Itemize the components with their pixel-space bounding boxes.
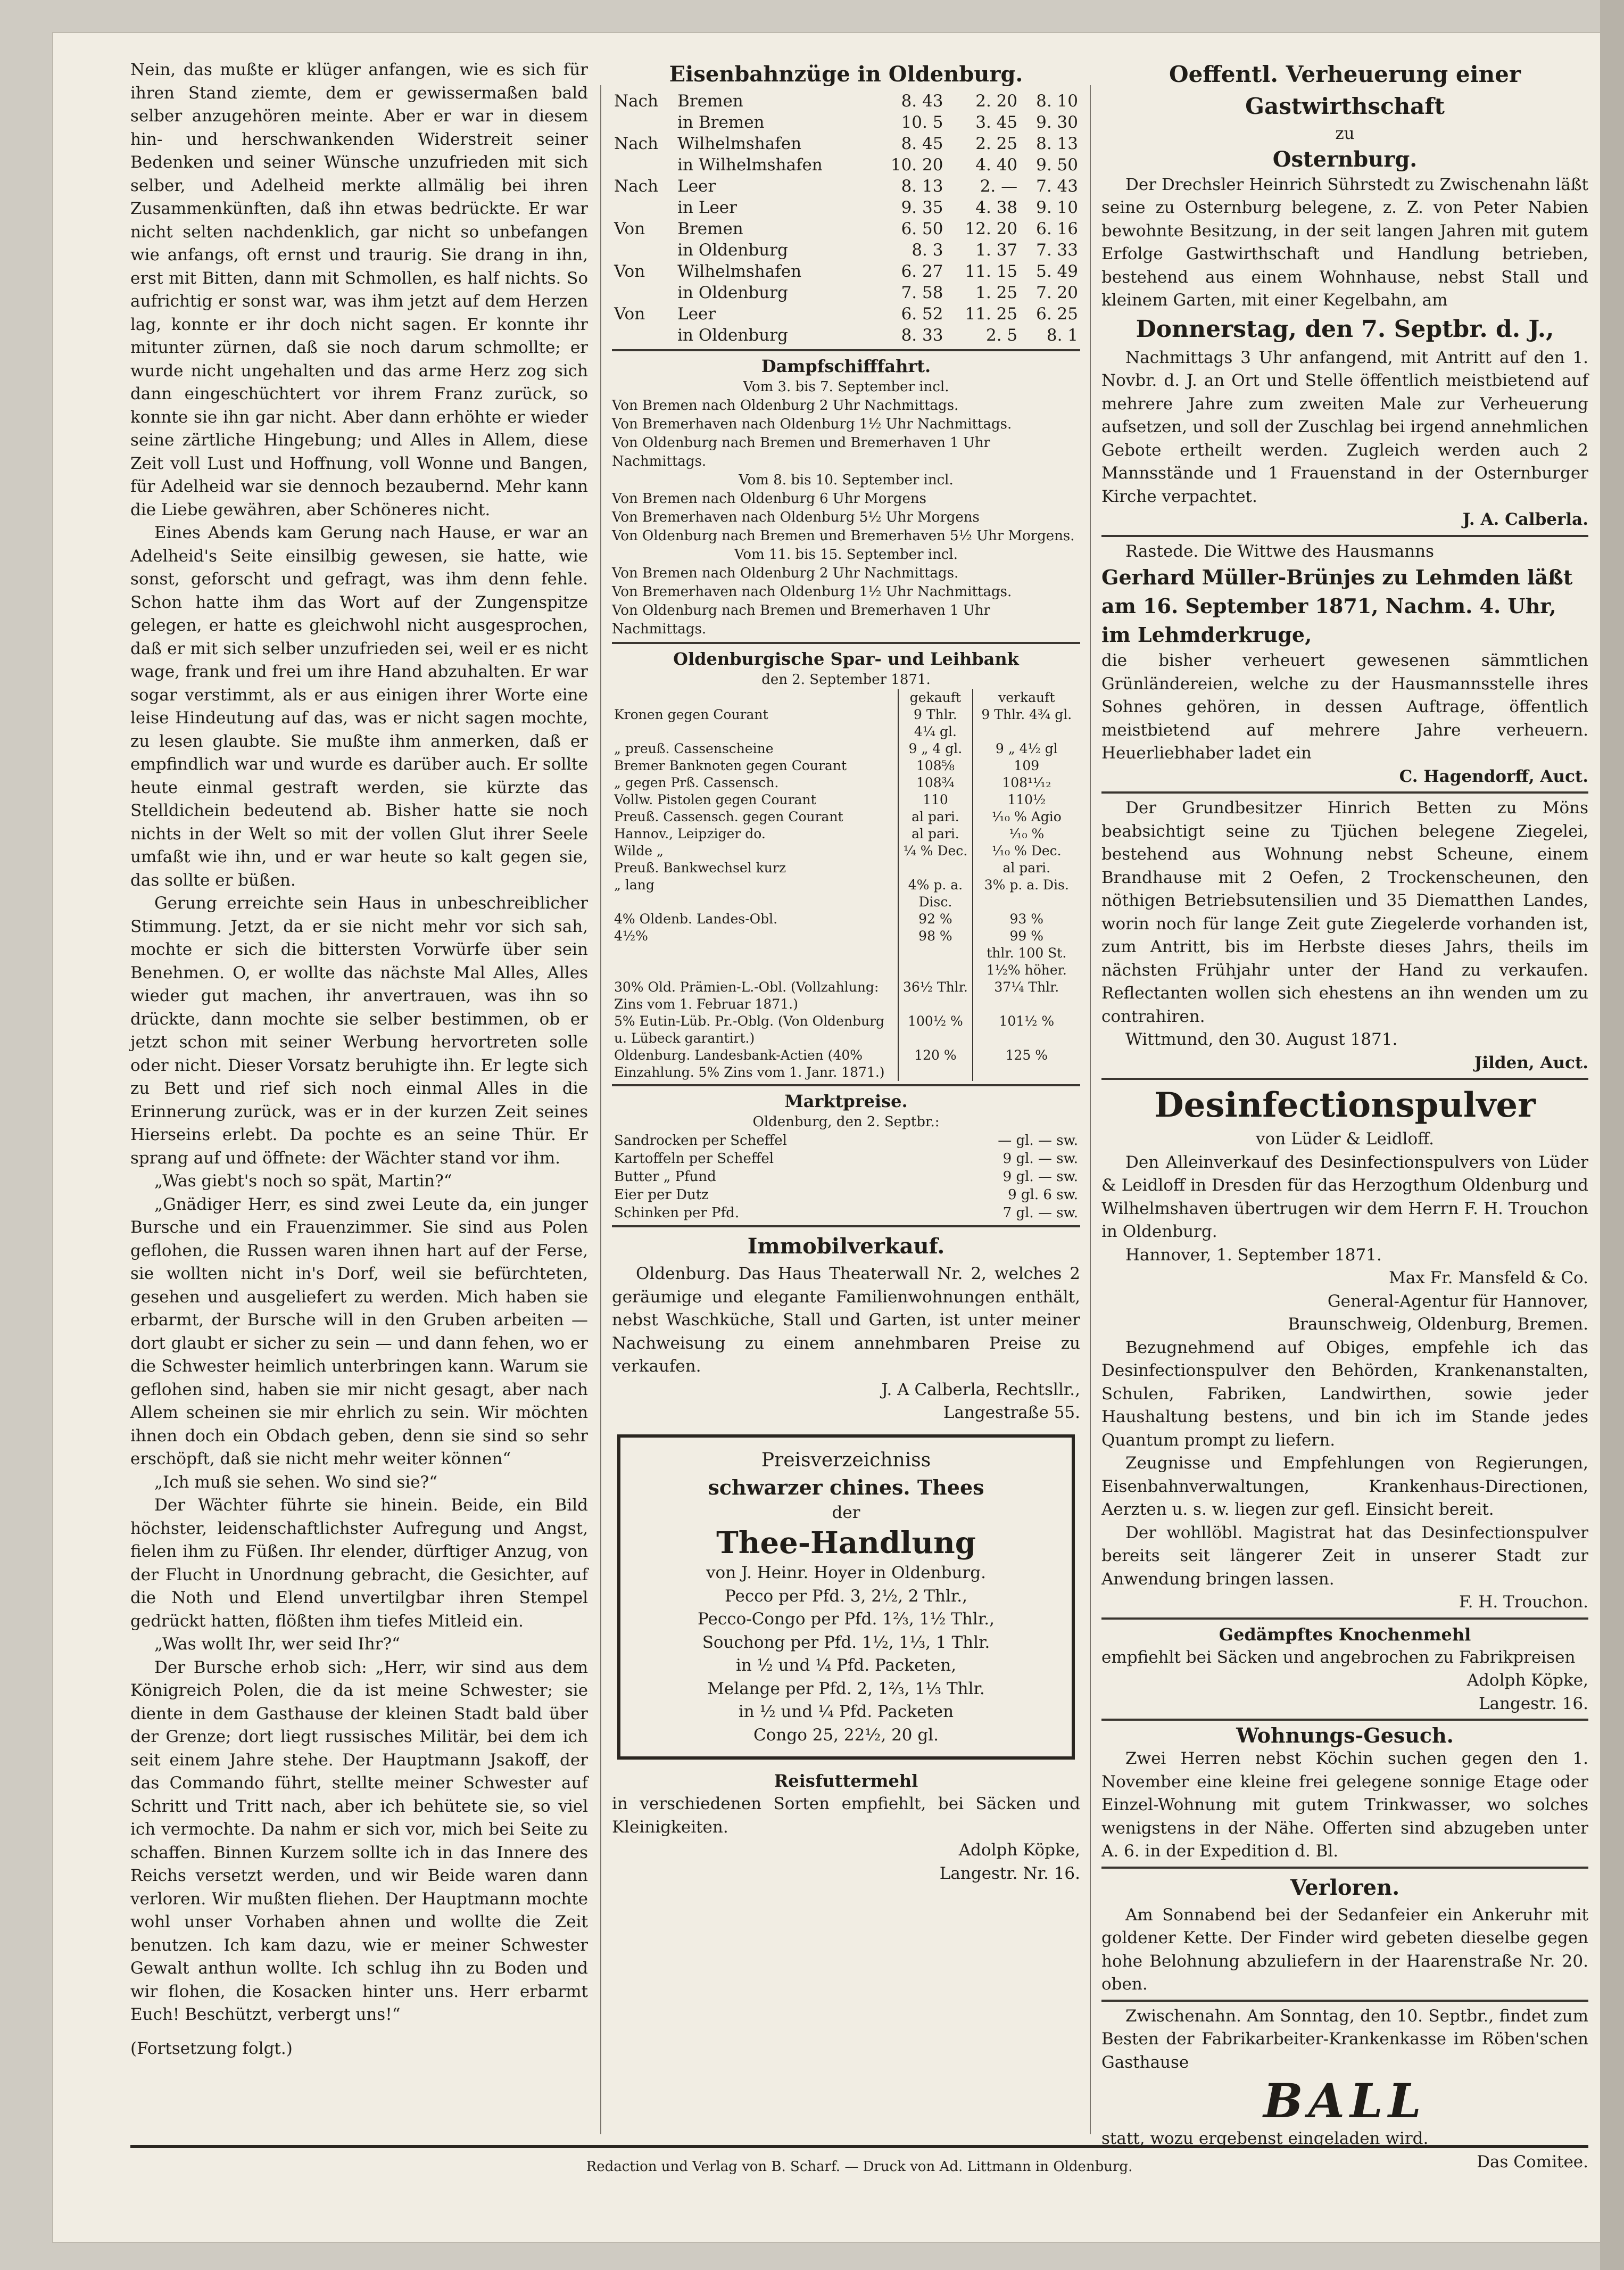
train-cell: 7. 43 <box>1036 177 1078 196</box>
bank-cell: 4% Oldenb. Landes-Obl. <box>614 911 778 927</box>
story-paragraph: „Was wollt Ihr, wer seid Ihr?“ <box>154 1635 400 1654</box>
train-cell: in Bremen <box>677 113 765 132</box>
desinfection-text: Der wohllöbl. Magistrat hat das Desinfectionspulver bereits seit längerer Zeit in unserer Stadt zur Anwendung bringen lassen. <box>1101 1523 1588 1589</box>
tea-price-line: Congo 25, 22½, 20 gl. <box>753 1725 939 1745</box>
train-cell: 9. 35 <box>901 198 943 217</box>
immobil-text: Oldenburg. Das Haus Theaterwall Nr. 2, welches 2 geräumige und elegante Familienwohnungen enthält, nebst Waschküche, Stall und Garten, ist unter meiner Nachweisung zu einem annehmbaren Preise zu verkaufen. <box>612 1264 1080 1376</box>
train-cell: 10. 5 <box>901 113 943 132</box>
bank-cell: 110 <box>898 791 972 808</box>
market-row <box>612 1186 1080 1204</box>
bank-cell: 108⅝ <box>898 757 972 774</box>
desinfection-subtitle: von Lüder & Leidloff. <box>1256 1129 1434 1149</box>
steamer-line: Von Bremerhaven nach Oldenburg 1½ Uhr Nachmittags. <box>612 584 1012 600</box>
knochenmehl-title: Gedämpftes Knochenmehl <box>1219 1624 1471 1645</box>
train-cell: in Oldenburg <box>677 326 788 345</box>
bank-cell: al pari. <box>898 826 972 843</box>
steamer-line: Von Oldenburg nach Bremen und Bremerhaven 1 Uhr Nachmittags. <box>612 435 990 469</box>
train-cell: Wilhelmshafen <box>677 262 802 281</box>
bank-cell: 100½ % <box>898 1013 972 1047</box>
tea-price-line: Souchong per Pfd. 1½, 1⅓, 1 Thlr. <box>702 1632 990 1652</box>
market-cell: 9 gl. — sw. <box>1002 1169 1078 1185</box>
verheuerung-zu: zu <box>1335 124 1355 143</box>
train-row <box>612 176 1080 197</box>
bank-cell: 9 „ 4 gl. <box>898 740 972 757</box>
bank-row <box>612 774 1080 791</box>
tea-price-line: in ½ und ¼ Pfd. Packeten <box>738 1702 954 1721</box>
train-row <box>612 240 1080 261</box>
train-cell: 11. 25 <box>965 304 1018 324</box>
train-cell: Nach <box>614 92 658 111</box>
train-cell <box>612 154 675 176</box>
market-row <box>612 1204 1080 1222</box>
rastede-text: Rastede. Die Wittwe des Hausmanns <box>1125 541 1435 561</box>
train-cell: 1. 37 <box>975 241 1018 260</box>
train-cell: in Oldenburg <box>677 283 788 302</box>
tea-price-line: in ½ und ¼ Pfd. Packeten, <box>735 1656 957 1675</box>
desinfection-text: Bezugnehmend auf Obiges, empfehle ich das Desinfectionspulver den Behörden, Krankenanstalten, Schulen, Fabriken, Landwirthen, sowie jeder Haushaltung bestens, und bin ich im Stande jedes Quantum prompt zu liefern. <box>1101 1338 1588 1450</box>
market-cell: — gl. — sw. <box>998 1133 1078 1149</box>
bank-cell: ¹⁄₁₀ % Dec. <box>973 843 1080 860</box>
verloren-text: Am Sonnabend bei der Sedanfeier ein Ankeruhr mit goldener Kette. Der Finder wird gebeten dieselbe gegen hohe Belohnung abzuliefern in der Haarenstraße Nr. 20. oben. <box>1101 1905 1588 1994</box>
bank-cell <box>898 945 972 979</box>
train-cell: Wilhelmshafen <box>677 134 802 153</box>
story-paragraph: Der Wächter führte sie hinein. Beide, ein Bild höchster, leidenschaftlichster Aufregung und Angst, fielen ihm zu Füßen. Ihr elender, dürftiger Anzug, von der Flucht in Unordnung gebracht, die Gesichter, auf die Noth und Elend unvertilgbar ihren Stempel gedrückt hatten, flößten ihm tiefes Mitleid ein. <box>130 1496 588 1631</box>
desinfection-date: Hannover, 1. September 1871. <box>1125 1245 1382 1265</box>
footer-rule <box>130 2145 1588 2148</box>
verheuerung-text: Nachmittags 3 Uhr anfangend, mit Antritt auf den 1. Novbr. d. J. an Ort und Stelle öffentlich meistbietend auf mehrere Jahre zum zweiten Male zur Verheuerung aufsetzen, und soll der Zuschlag bei irgend annehmlichen Gebote ertheilt werden. Zugleich werden auch 2 Mannsstände und 1 Frauenstand in der Osternburger Kirche verpachtet. <box>1101 348 1588 506</box>
bank-cell: 30% Old. Prämien-L.-Obl. (Vollzahlung: Zins vom 1. Februar 1871.) <box>614 979 879 1012</box>
bank-cell: Preuß. Cassensch. gegen Courant <box>614 809 843 824</box>
knochenmehl-text: empfiehlt bei Säcken und angebrochen zu Fabrikpreisen <box>1101 1647 1576 1667</box>
serial-story-column <box>130 59 588 2060</box>
bank-row <box>612 877 1080 911</box>
market-cell: Sandrocken per Scheffel <box>614 1133 787 1149</box>
continued-note: (Fortsetzung folgt.) <box>130 2038 293 2058</box>
tea-owner: von J. Heinr. Hoyer in Oldenburg. <box>706 1563 986 1582</box>
immobil-address: Langestraße 55. <box>943 1403 1080 1422</box>
train-cell: in Leer <box>677 198 737 217</box>
trains-title: Eisenbahnzüge in Oldenburg. <box>669 62 1023 87</box>
steamer-title: Dampfschifffahrt. <box>761 356 931 376</box>
desinfection-firm: Max Fr. Mansfeld & Co. <box>1389 1268 1588 1287</box>
column-rule-left <box>600 85 601 2134</box>
train-row <box>612 197 1080 218</box>
divider <box>612 1225 1080 1227</box>
bank-cell: 37¼ Thlr. <box>973 979 1080 1013</box>
divider <box>1101 535 1588 537</box>
train-cell: Nach <box>614 134 658 153</box>
bank-cell: ¼ % Dec. <box>898 843 972 860</box>
bank-cell: 92 % <box>898 911 972 928</box>
middle-column <box>612 59 1080 1885</box>
tea-price-list-box <box>617 1434 1075 1760</box>
bank-title: Oldenburgische Spar- und Leihbank <box>673 649 1019 669</box>
train-cell: 9. 10 <box>1036 198 1078 217</box>
train-cell: 6. 16 <box>1036 219 1078 238</box>
tea-price-line: Melange per Pfd. 2, 1⅔, 1⅓ Thlr. <box>707 1679 985 1698</box>
tea-heading: Preisverzeichniss <box>761 1449 931 1471</box>
train-cell: Bremen <box>677 219 743 238</box>
bank-row <box>612 928 1080 945</box>
bank-cell: 98 % <box>898 928 972 945</box>
ziegelei-signature: Jilden, Auct. <box>1474 1053 1588 1072</box>
trains-table <box>612 90 1080 346</box>
bank-row <box>612 1013 1080 1047</box>
rastede-name: Gerhard Müller-Brünjes zu Lehmden läßt <box>1101 565 1573 589</box>
train-cell: 6. 27 <box>901 262 943 281</box>
tea-price-line: Pecco per Pfd. 3, 2½, 2 Thlr., <box>725 1586 967 1606</box>
market-title: Marktpreise. <box>784 1091 908 1111</box>
bank-row <box>612 843 1080 860</box>
market-cell: 9 gl. — sw. <box>1002 1151 1078 1167</box>
train-row <box>612 325 1080 346</box>
ball-signature: Das Comitee. <box>1477 2152 1588 2172</box>
market-cell: Kartoffeln per Scheffel <box>614 1151 774 1167</box>
bank-cell: al pari. <box>898 808 972 826</box>
column-rule-right <box>1090 85 1091 2134</box>
bank-cell: ¹⁄₁₀ % <box>973 826 1080 843</box>
divider <box>1101 1867 1588 1869</box>
market-row <box>612 1168 1080 1186</box>
market-cell: 7 gl. — sw. <box>1002 1205 1078 1221</box>
divider <box>1101 1719 1588 1721</box>
bank-cell: 108¹¹⁄₁₂ <box>973 774 1080 791</box>
train-row <box>612 303 1080 325</box>
steamer-line: Von Bremerhaven nach Oldenburg 5½ Uhr Morgens <box>612 509 980 525</box>
desinfection-text: Zeugnisse und Empfehlungen von Regierungen, Eisenbahnverwaltungen, Krankenhaus-Directionen, Aerzten u. s. w. liegen zur gefl. Einsicht bereit. <box>1101 1454 1588 1519</box>
bank-cell: 5% Eutin-Lüb. Pr.-Oblg. (Von Oldenburg u. Lübeck garantirt.) <box>614 1013 885 1046</box>
ball-word: BALL <box>1263 2073 1427 2128</box>
verheuerung-text: Der Drechsler Heinrich Sührstedt zu Zwischenahn läßt seine zu Osternburg belegene, z. Z. von Peter Nabien bewohnte Besitzung, in der seit langen Jahren mit gutem Erfolge Gastwirthschaft und Handlung betrieben, bestehend aus einem Wohnhause, nebst Stall und kleinem Garten, mit einer Kegelbahn, am <box>1101 175 1588 310</box>
advertisements-column <box>1101 59 1588 2174</box>
story-paragraph: „Was giebt's noch so spät, Martin?“ <box>154 1171 452 1191</box>
verheuerung-date: Donnerstag, den 7. Septbr. d. J., <box>1136 315 1554 343</box>
train-cell: 2. 5 <box>985 326 1018 345</box>
tea-items <box>634 1585 1058 1747</box>
train-row <box>612 154 1080 176</box>
train-cell: 2. 25 <box>975 134 1018 153</box>
bank-cell: Vollw. Pistolen gegen Courant <box>614 792 816 807</box>
bank-cell: al pari. <box>973 860 1080 877</box>
tea-shop-name: Thee-Handlung <box>716 1525 976 1561</box>
bank-cell: 4½% <box>614 928 648 944</box>
desinfection-text: Den Alleinverkauf des Desinfectionspulvers von Lüder & Leidloff in Dresden für das Herzogthum Oldenburg und Wilhelmshaven übertrugen wir dem Herrn F. H. Trouchon in Oldenburg. <box>1101 1152 1588 1241</box>
desinfection-title: Desinfectionspulver <box>1154 1085 1536 1125</box>
market-date: Oldenburg, den 2. Septbr.: <box>752 1114 940 1130</box>
bank-row <box>612 757 1080 774</box>
train-row <box>612 112 1080 133</box>
bank-head-bought: gekauft <box>898 689 972 706</box>
train-cell: 10. 20 <box>890 155 943 175</box>
bank-cell: 110½ <box>973 791 1080 808</box>
divider <box>612 1084 1080 1086</box>
train-cell: Von <box>614 304 645 324</box>
train-row <box>612 282 1080 303</box>
knochenmehl-address: Langestr. 16. <box>1478 1694 1588 1713</box>
story-paragraph: „Ich muß sie sehen. Wo sind sie?“ <box>154 1472 438 1492</box>
knochenmehl-signature: Adolph Köpke, <box>1466 1671 1588 1690</box>
verheuerung-place: Osternburg. <box>1272 146 1418 172</box>
train-cell: 12. 20 <box>965 219 1018 238</box>
story-paragraph: Der Bursche erhob sich: „Herr, wir sind aus dem Königreich Polen, die da ist meine Schwester; sie diente in dem Gasthause der kleinen Stadt bald über der Grenze; dort liegt russisches Militär, bei dem ich seit einem Jahre stehe. Der Hauptmann Jsakoff, der das Commando führt, stellte meiner Schwester auf Schritt und Tritt nach, aber ich behütete sie, so viel ich vermochte. Da nahm er sich vor, mich bei Seite zu schaffen. Binnen Kurzem sollte ich in das Innere des Reichs versetzt werden, und wir Beide waren dann verloren. Wir mußten fliehen. Der Hauptmann mochte wohl unser Vorhaben ahnen und wollte die Zeit benutzen. Ich kam dazu, wie er meiner Schwester Gewalt anthun wollte. Ich schlug ihn zu Boden und wir flohen, die Kosacken hinter uns. Herr erbarmt Euch! Beschützt, verbergt uns!“ <box>130 1657 588 2024</box>
bank-cell: 108¾ <box>898 774 972 791</box>
bank-cell: Kronen gegen Courant <box>614 707 768 722</box>
train-cell: Bremen <box>677 92 743 111</box>
imprint-text: Redaction und Verlag von B. Scharf. — Druck von Ad. Littmann in Oldenburg. <box>586 2159 1133 2175</box>
reisfutter-signature: Adolph Köpke, <box>958 1840 1080 1860</box>
train-cell: 8. 45 <box>901 134 943 153</box>
ziegelei-place-date: Wittmund, den 30. August 1871. <box>1125 1030 1398 1049</box>
train-cell: 6. 52 <box>901 304 943 324</box>
bank-head-sold: verkauft <box>973 689 1080 706</box>
divider <box>612 642 1080 644</box>
train-cell: 6. 25 <box>1036 304 1078 324</box>
train-cell <box>612 112 675 133</box>
bank-cell: 3% p. a. Dis. <box>973 877 1080 911</box>
bank-cell: „ lang <box>614 877 654 893</box>
market-row <box>612 1132 1080 1150</box>
bank-cell: Wilde „ <box>614 843 664 859</box>
bank-row <box>612 808 1080 826</box>
train-cell: 4. 38 <box>975 198 1018 217</box>
divider <box>1101 1078 1588 1080</box>
train-cell: 8. 43 <box>901 92 943 111</box>
train-cell <box>612 197 675 218</box>
divider <box>612 349 1080 351</box>
ball-text: statt, wozu ergebenst eingeladen wird. <box>1101 2129 1429 2148</box>
bank-cell: 109 <box>973 757 1080 774</box>
steamer-period: Vom 8. bis 10. September incl. <box>739 472 954 488</box>
train-cell: 5. 49 <box>1036 262 1078 281</box>
rastede-signature: C. Hagendorff, Auct. <box>1399 766 1588 786</box>
ball-text: Zwischenahn. Am Sonntag, den 10. Septbr., findet zum Besten der Fabrikarbeiter-Krankenkasse im Röben'schen Gasthause <box>1101 2006 1588 2072</box>
tea-der: der <box>832 1503 860 1522</box>
train-cell: Von <box>614 262 645 281</box>
bank-cell: „ gegen Prß. Cassensch. <box>614 775 779 790</box>
bank-row <box>612 945 1080 979</box>
tea-subheading: schwarzer chines. Thees <box>708 1475 984 1499</box>
bank-cell: Preuß. Bankwechsel kurz <box>614 860 786 876</box>
train-cell: Leer <box>677 304 716 324</box>
market-row <box>612 1150 1080 1168</box>
bank-row <box>612 860 1080 877</box>
steamer-line: Von Oldenburg nach Bremen und Bremerhaven 1 Uhr Nachmittags. <box>612 602 990 637</box>
bank-cell <box>898 860 972 877</box>
bank-row <box>612 1047 1080 1081</box>
rastede-date: am 16. September 1871, Nachm. 4. Uhr, <box>1101 594 1556 618</box>
bank-cell: Oldenburg. Landesbank-Actien (40% Einzahlung. 5% Zins vom 1. Janr. 1871.) <box>614 1047 885 1080</box>
bank-cell: 4% p. a. Disc. <box>898 877 972 911</box>
bank-cell: 9 Thlr. 4¾ gl. <box>973 706 1080 740</box>
bank-row <box>612 826 1080 843</box>
train-row <box>612 261 1080 282</box>
train-cell: 9. 50 <box>1036 155 1078 175</box>
train-cell: 8. 13 <box>1036 134 1078 153</box>
wohnung-title: Wohnungs-Gesuch. <box>1236 1723 1454 1747</box>
bank-date: den 2. September 1871. <box>761 672 931 688</box>
steamer-schedule <box>612 378 1080 639</box>
bank-cell: ¹⁄₁₀ % Agio <box>973 808 1080 826</box>
bank-cell <box>612 945 898 979</box>
bank-row <box>612 706 1080 740</box>
train-cell: 8. 10 <box>1036 92 1078 111</box>
bank-cell: Hannov., Leipziger do. <box>614 826 766 841</box>
wohnung-text: Zwei Herren nebst Köchin suchen gegen den 1. November eine kleine frei gelegene sonnige Etage oder Einzel-Wohnung mit gutem Trinkwasser, wo solches wenigstens in der Nähe. Offerten sind abzugeben unter A. 6. in der Expedition d. Bl. <box>1101 1749 1588 1861</box>
bank-cell: 36½ Thlr. <box>898 979 972 1013</box>
train-row <box>612 218 1080 240</box>
story-paragraph: „Gnädiger Herr, es sind zwei Leute da, ein junger Bursche und ein Frauenzimmer. Sie sind aus Polen geflohen, die Russen waren ihnen hart auf der Ferse, sie wollten nicht in's Dorf, weil sie befürchteten, gesehen und ausgeliefert zu werden. Mich haben sie erbarmt, der Bursche will in den Gruben arbeiten — dort glaubt er sicher zu sein — und dann fehen, wo er die Schwester heimlich unterbringen kann. Warum sie geflohen sind, haben sie mir nicht gesagt, aber nach Allem scheinen sie mir ehrlich zu sein. Wir möchten ihnen doch ein Obdach geben, denn sie sind so sehr erschöpft, daß sie nicht mehr weiter können“ <box>130 1194 588 1468</box>
divider <box>1101 1617 1588 1620</box>
desinfection-cities: Braunschweig, Oldenburg, Bremen. <box>1288 1315 1588 1334</box>
steamer-period: Vom 3. bis 7. September incl. <box>743 379 949 395</box>
verheuerung-title: Oeffentl. Verheuerung einer Gastwirthschaft <box>1169 61 1521 119</box>
bank-cell: 125 % <box>973 1047 1080 1081</box>
train-cell: Leer <box>677 177 716 196</box>
bank-row <box>612 911 1080 928</box>
steamer-line: Von Bremen nach Oldenburg 2 Uhr Nachmittags. <box>612 565 959 581</box>
train-cell: 6. 50 <box>901 219 943 238</box>
desinfection-signature: F. H. Trouchon. <box>1459 1592 1588 1612</box>
train-cell: 9. 30 <box>1036 113 1078 132</box>
train-row <box>612 90 1080 112</box>
divider <box>1101 2000 1588 2002</box>
train-cell <box>612 282 675 303</box>
train-cell: in Wilhelmshafen <box>677 155 823 175</box>
reisfutter-address: Langestr. Nr. 16. <box>939 1863 1080 1883</box>
bank-cell: 101½ % <box>973 1013 1080 1047</box>
tea-price-line: Pecco-Congo per Pfd. 1⅔, 1½ Thlr., <box>698 1609 995 1629</box>
train-cell: 8. 3 <box>912 241 943 260</box>
market-cell: Butter „ Pfund <box>614 1169 716 1185</box>
desinfection-agency: General-Agentur für Hannover, <box>1327 1291 1588 1311</box>
bank-row <box>612 791 1080 808</box>
bank-row <box>612 740 1080 757</box>
steamer-line: Von Bremen nach Oldenburg 2 Uhr Nachmittags. <box>612 398 959 414</box>
train-cell: 7. 58 <box>901 283 943 302</box>
reisfutter-title: Reisfuttermehl <box>774 1771 918 1791</box>
train-cell: 7. 33 <box>1036 241 1078 260</box>
page-edge <box>1600 0 1624 2270</box>
steamer-line: Von Bremen nach Oldenburg 6 Uhr Morgens <box>612 491 926 507</box>
train-cell: in Oldenburg <box>677 241 788 260</box>
market-cell: Schinken per Pfd. <box>614 1205 740 1221</box>
divider <box>1101 791 1588 794</box>
train-cell: Von <box>614 219 645 238</box>
market-table <box>612 1132 1080 1222</box>
train-cell <box>612 325 675 346</box>
market-cell: Eier per Dutz <box>614 1187 709 1203</box>
ziegelei-text: Der Grundbesitzer Hinrich Betten zu Möns beabsichtigt seine zu Tjüchen belegene Ziegelei, bestehend aus Wohnung nebst Scheune, einem Brandhause mit 2 Oefen, 2 Trockenscheunen, den nöthigen Betriebsutensilien und 35 Diematthen Landes, worin noch für lange Zeit gute Ziegelerde vorhanden ist, zum Antritt, bis im Herbste dieses Jahrs, theils im nächsten Frühjahr unter der Hand zu verkaufen. Reflectanten wollen sich ehestens an ihn wenden um zu contrahiren. <box>1101 798 1588 1026</box>
train-cell: 8. 1 <box>1046 326 1078 345</box>
train-cell: 8. 33 <box>901 326 943 345</box>
steamer-line: Von Bremerhaven nach Oldenburg 1½ Uhr Nachmittags. <box>612 416 1012 432</box>
bank-cell: 99 % <box>973 928 1080 945</box>
verloren-title: Verloren. <box>1290 1875 1400 1900</box>
train-row <box>612 133 1080 154</box>
bank-cell: 93 % <box>973 911 1080 928</box>
train-cell: Nach <box>614 177 658 196</box>
rastede-text: die bisher verheuert gewesenen sämmtlichen Grünländereien, welche zu der Hausmannsstelle ihres Sohnes gehören, in dessen Auftrage, öffentlich meistbietend auf mehrere Jahre verheuern. Heuerliebhaber ladet ein <box>1101 651 1588 763</box>
bank-table <box>612 689 1080 1081</box>
train-cell: 7. 20 <box>1036 283 1078 302</box>
train-cell: 4. 40 <box>975 155 1018 175</box>
bank-cell: thlr. 100 St. 1½% höher. <box>973 945 1080 979</box>
train-cell: 3. 45 <box>975 113 1018 132</box>
train-cell: 11. 15 <box>965 262 1018 281</box>
train-cell: 2. — <box>980 177 1018 196</box>
reisfutter-text: in verschiedenen Sorten empfiehlt, bei Säcken und Kleinigkeiten. <box>612 1794 1080 1837</box>
bank-cell: „ preuß. Cassenscheine <box>614 741 774 756</box>
bank-cell: 9 Thlr. 4¼ gl. <box>898 706 972 740</box>
bank-row <box>612 979 1080 1013</box>
verheuerung-signature: J. A. Calberla. <box>1462 510 1588 529</box>
immobil-signature: J. A Calberla, Rechtsllr., <box>881 1380 1080 1399</box>
train-cell: 8. 13 <box>901 177 943 196</box>
steamer-line: Von Oldenburg nach Bremen und Bremerhaven 5½ Uhr Morgens. <box>612 528 1075 544</box>
train-cell <box>612 240 675 261</box>
bank-cell: Bremer Banknoten gegen Courant <box>614 758 847 773</box>
imprint-footer <box>130 2145 1588 2175</box>
bank-cell: 120 % <box>898 1047 972 1081</box>
story-paragraph: Nein, das mußte er klüger anfangen, wie es sich für ihren Stand ziemte, dem er gewissermaßen bald selber anzugehören meinte. Aber er war in diesem hin- und herschwankenden Widerstreit seiner Bedenken und seiner Wünsche unzufrieden mit sich selber, und Adelheid merkte allmälig bei ihren Zusammenkünften, daß ihn etwas bedrückte. Er war nicht selten nachdenklich, gar nicht so unbefangen wie anfangs, oft ernst und traurig. Sie drang in ihn, erst mit Bitten, dann mit Schmollen, es half nichts. So aufrichtig er sonst war, was ihm jetzt auf dem Herzen lag, konnte er ihr doch nicht sagen. Er konnte ihr mitunter zürnen, daß sie noch darum schmollte; er wurde nicht ungehalten und das arme Herz zog sich dann eingeschüchtert vor ihrem Franz zurück, so konnte sie ihn gar nicht. Aber dann erhöhte er wieder seine zärtliche Hingebung; und Alles in Allem, diese Zeit voll Lust und Hoffnung, voll Wonne und Bangen, für Adelheid war sie dennoch bezaubernd. Mehr kann die Liebe gewähren, aber Schöneres nicht. <box>130 60 588 519</box>
story-paragraph: Eines Abends kam Gerung nach Hause, er war an Adelheid's Seite einsilbig gewesen, sie hatte, wie sonst, geforscht und gefragt, was ihm denn fehle. Schon hatte ihm das Wort auf der Zungenspitze gelegen, er hatte es gleichwohl nicht ausgesprochen, daß er mit sich selber unzufrieden sei, weil er es nicht wage, frank und frei um ihre Hand abzuhalten. Er war sogar verstimmt, als er aus einigen ihrer Worte eine leise Hindeutung auf das, was er nicht sagen mochte, zu lesen glaubte. Sie mußte ihm anmerken, daß er empfindlich war und wurde es darüber auch. Er sollte heute einmal gestraft werden, sie kürzte das Stelldichein bedeutend ab. Bisher hatte sie noch nichts in der Welt so mit der vollen Glut ihrer Seele umfaßt wie ihn, und er war heute so kalt gegen sie, das sollte er büßen. <box>130 523 588 890</box>
train-cell: 1. 25 <box>975 283 1018 302</box>
rastede-place: im Lehmderkruge, <box>1101 623 1312 647</box>
story-paragraph: Gerung erreichte sein Haus in unbeschreiblicher Stimmung. Jetzt, da er sie nicht mehr vor sich sah, mochte er sich die bittersten Vorwürfe über sein Benehmen. O, er wollte das nächste Mal Alles, Alles wieder gut machen, ihr anvertrauen, was ihn so drückte, dann mochte sie selber bestimmen, ob er jetzt schon mit seiner Werbung hervortreten solle oder nicht. Dieser Vorsatz beruhigte ihn. Er legte sich zu Bett und rief sich noch einmal Alles in die Erinnerung zurück, was er in der kurzen Zeit seines Hierseins erlebt. Da pochte es an seine Thür. Er sprang auf und öffnete: der Wächter stand vor ihm. <box>130 894 588 1168</box>
bank-cell: 9 „ 4½ gl <box>973 740 1080 757</box>
immobil-title: Immobilverkauf. <box>747 1234 945 1259</box>
steamer-period: Vom 11. bis 15. September incl. <box>734 547 958 563</box>
train-cell: 2. 20 <box>975 92 1018 111</box>
market-cell: 9 gl. 6 sw. <box>1008 1187 1078 1203</box>
